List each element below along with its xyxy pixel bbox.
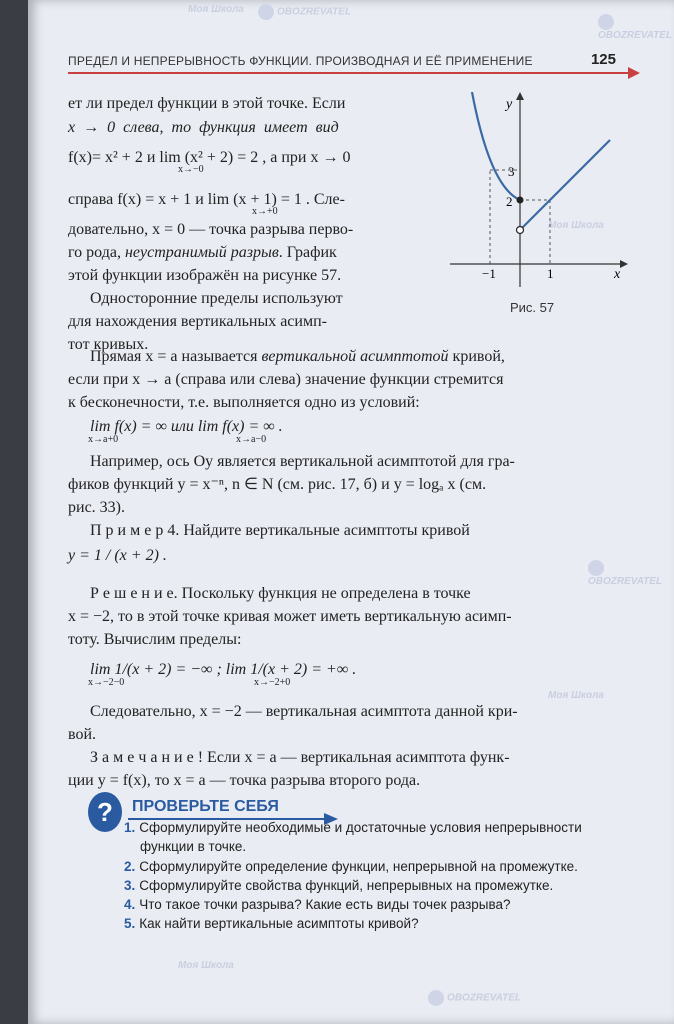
- question-item: 1. Сформулируйте необходимые и достаточные условия непрерывности: [124, 820, 582, 835]
- text-line: к бесконечности, т.е. выполняется одно из условий:: [68, 394, 420, 411]
- limit-subscript: x→−0: [178, 164, 204, 175]
- watermark: OBOZREVATEL: [258, 4, 351, 20]
- text-line: го рода, неустранимый разрыв. График: [68, 244, 337, 261]
- watermark: Моя Школа: [178, 960, 234, 971]
- question-item: 2. Сформулируйте определение функции, непрерывной на промежутке.: [124, 859, 578, 874]
- text-line: Прямая x = a называется вертикальной асимптотой кривой,: [90, 348, 505, 365]
- limit-subscript: x→−2+0: [254, 677, 291, 688]
- tick-label: 2: [506, 194, 513, 209]
- open-point: [517, 227, 524, 234]
- text-line: З а м е ч а н и е ! Если x = a — вертикальная асимптота функ-: [90, 749, 510, 766]
- text-line: Р е ш е н и е. Поскольку функция не определена в точке: [90, 585, 471, 602]
- line-branch: [520, 140, 610, 230]
- limit-subscript: x→a+0: [88, 434, 119, 445]
- text-line: Например, ось Oy является вертикальной асимптотой для гра-: [90, 453, 515, 470]
- watermark: OBOZREVATEL: [598, 14, 674, 41]
- header-arrow-icon: [628, 67, 640, 79]
- formula-line: y = 1 / (x + 2) .: [68, 547, 167, 564]
- limit-subscript: x→+0: [252, 206, 278, 217]
- watermark: Моя Школа: [548, 220, 604, 231]
- text-line: тоту. Вычислим пределы:: [68, 631, 242, 648]
- watermark: OBOZREVATEL: [588, 560, 674, 587]
- axis-label-x: x: [614, 267, 621, 282]
- text-line: фиков функций y = x⁻ⁿ, n ∈ N (см. рис. 17, б) и y = logₐ x (см.: [68, 476, 487, 493]
- text-line: Следовательно, x = −2 — вертикальная асимптота данной кри-: [90, 703, 518, 720]
- question-item: 5. Как найти вертикальные асимптоты кривой?: [124, 916, 419, 931]
- text-line: x = −2, то в этой точке кривая может иметь вертикальную асимп-: [68, 608, 512, 625]
- question-icon: ?: [88, 792, 122, 832]
- text-line: довательно, x = 0 — точка разрыва перво-: [68, 221, 354, 238]
- book-page: [28, 0, 674, 1024]
- tick-label: 1: [547, 266, 554, 281]
- watermark: OBOZREVATEL: [428, 990, 521, 1006]
- axis-label-y: y: [506, 97, 513, 112]
- text-line: тот кривых.: [68, 336, 149, 353]
- formula-line: lim f(x) = ∞ или lim f(x) = ∞ .: [90, 418, 283, 435]
- x-axis-arrow-icon: [620, 260, 628, 268]
- tick-label: −1: [482, 266, 496, 281]
- filled-point: [517, 197, 524, 204]
- formula-line: f(x)= x² + 2 и lim (x² + 2) = 2 , а при x → 0: [68, 149, 351, 166]
- text-line: этой функции изображён на рисунке 57.: [68, 267, 342, 284]
- question-item: функции в точке.: [140, 839, 247, 854]
- watermark: Моя Школа: [188, 4, 244, 15]
- running-header: [68, 48, 638, 78]
- figure-caption: Рис. 57: [510, 300, 555, 315]
- y-axis-arrow-icon: [516, 92, 524, 100]
- text-line: П р и м е р 4. Найдите вертикальные асимптоты кривой: [90, 522, 470, 539]
- text-line: ции y = f(x), то x = a — точка разрыва второго рода.: [68, 772, 421, 789]
- text-line: для нахождения вертикальных асимп-: [68, 313, 327, 330]
- page-number: 125: [590, 51, 616, 68]
- question-item: 3. Сформулируйте свойства функций, непрерывных на промежутке.: [124, 878, 554, 893]
- limit-subscript: x→a−0: [236, 434, 267, 445]
- figure-57-graph: [450, 92, 630, 292]
- text-line: если при x → a (справа или слева) значение функции стремится: [68, 371, 504, 388]
- text-line: x → 0 слева, то функция имеет вид: [68, 119, 339, 136]
- question-item: 4. Что такое точки разрыва? Какие есть виды точек разрыва?: [124, 897, 511, 912]
- formula-line: справа f(x) = x + 1 и lim (x + 1) = 1 . Сле-: [68, 191, 345, 208]
- text-line: рис. 33).: [68, 499, 125, 516]
- watermark: Моя Школа: [548, 690, 604, 701]
- limit-subscript: x→−2−0: [88, 677, 125, 688]
- header-rule: [68, 72, 633, 74]
- check-yourself-title: ПРОВЕРЬТЕ СЕБЯ: [132, 798, 279, 815]
- parabola-branch: [472, 92, 520, 200]
- tick-label: 3: [508, 164, 515, 179]
- text-line: ет ли предел функции в этой точке. Если: [68, 95, 346, 112]
- text-line: Односторонние пределы используют: [90, 290, 343, 307]
- formula-line: lim 1/(x + 2) = −∞ ; lim 1/(x + 2) = +∞ .: [90, 661, 357, 678]
- header-title: ПРЕДЕЛ И НЕПРЕРЫВНОСТЬ ФУНКЦИИ. ПРОИЗВОДНАЯ И ЕЁ ПРИМЕНЕНИЕ: [68, 54, 533, 68]
- text-line: вой.: [68, 726, 97, 743]
